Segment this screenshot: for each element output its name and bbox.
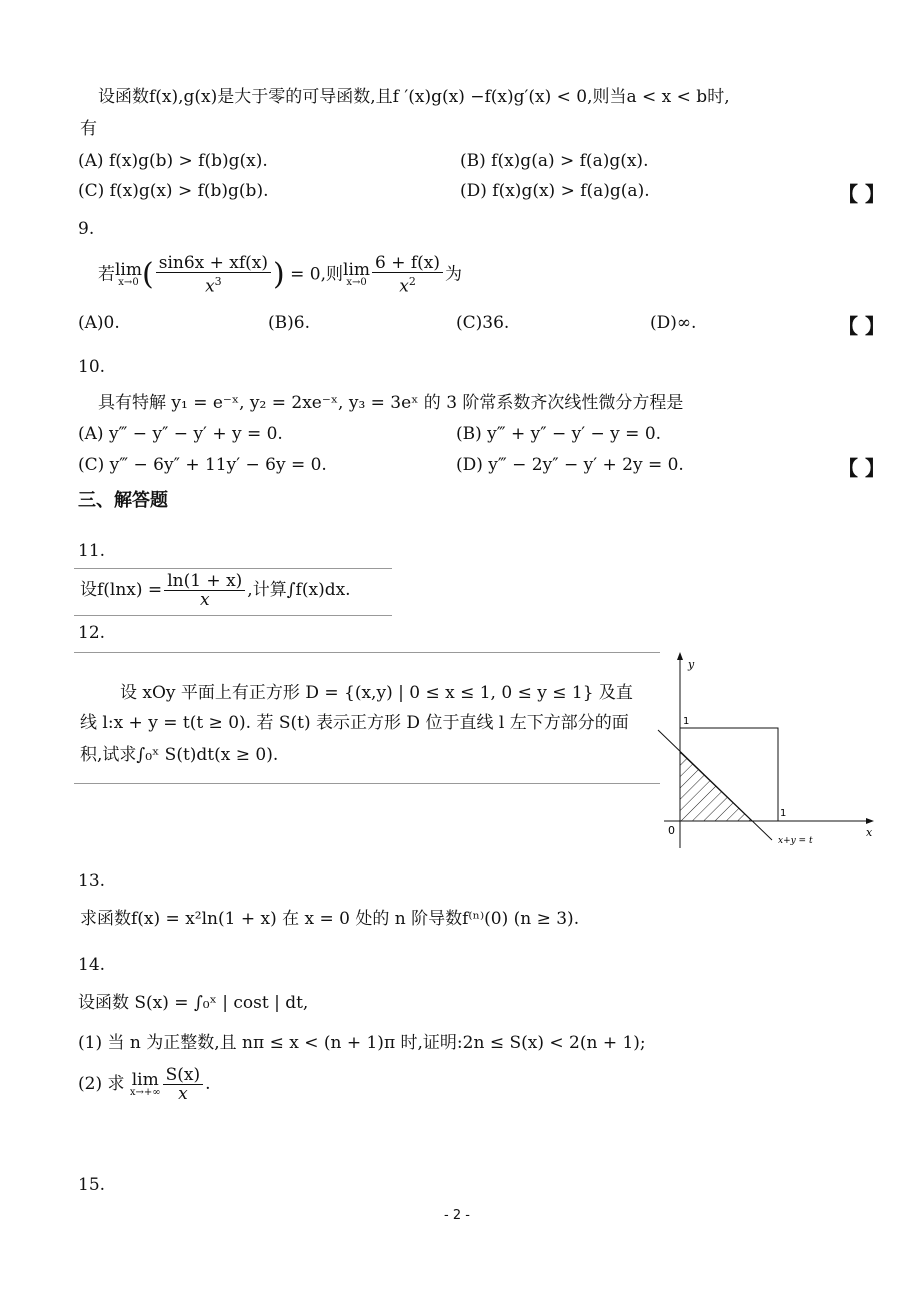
q12-line3: 积,试求∫₀ˣ S(t)dt(x ≥ 0).	[80, 745, 279, 765]
x-axis-arrow-icon	[866, 818, 874, 824]
y-axis-arrow-icon	[677, 652, 683, 660]
q11-fraction-den: x	[199, 590, 210, 610]
q9-f1-den-exp: 3	[214, 275, 222, 288]
q12-figure	[650, 648, 890, 858]
q11-post: ,计算∫f(x)dx.	[247, 580, 351, 600]
q8-option-a: (A) f(x)g(b) > f(b)g(x).	[78, 151, 268, 171]
q14-p2-pre: (2) 求	[78, 1074, 125, 1094]
q9-paren-open: (	[142, 256, 154, 292]
fig-one-y-label: 1	[683, 716, 690, 727]
q9-eq: = 0,则	[284, 264, 344, 285]
fig-y-label: y	[688, 658, 695, 671]
page-number: - 2 -	[444, 1208, 470, 1223]
q9-stem	[98, 254, 462, 296]
q9-f2-den-base: x	[399, 276, 409, 297]
q9-option-c: (C)36.	[456, 313, 510, 333]
q13-text: 求函数f(x) = x²ln(1 + x) 在 x = 0 处的 n 阶导数f⁽ⁿ⁾(0) (n ≥ 3).	[80, 909, 580, 929]
q12-line1: 设 xOy 平面上有正方形 D = {(x,y) | 0 ≤ x ≤ 1, 0 ≤ y ≤ 1} 及直	[120, 683, 633, 703]
q12-line2: 线 l:x + y = t(t ≥ 0). 若 S(t) 表示正方形 D 位于直线 l 左下方部分的面	[80, 713, 629, 733]
q10-stem: 具有特解 y₁ = e⁻ˣ, y₂ = 2xe⁻ˣ, y₃ = 3eˣ 的 3 阶常系数齐次线性微分方程是	[98, 393, 684, 413]
fig-line-label: x+y = t	[778, 836, 813, 846]
q8-option-b: (B) f(x)g(a) > f(a)g(x).	[460, 151, 649, 171]
q10-option-b: (B) y‴ + y″ − y′ − y = 0.	[456, 424, 662, 444]
q14-fraction	[163, 1066, 204, 1103]
line-l	[658, 730, 772, 840]
q9-option-d: (D)∞.	[650, 313, 697, 333]
q14-definition: 设函数 S(x) = ∫₀ˣ | cost | dt,	[78, 993, 309, 1013]
q9-lim1	[115, 259, 142, 288]
q8-stem-line2: 有	[80, 119, 97, 139]
q12-number: 12.	[78, 623, 106, 643]
q11-number: 11.	[78, 541, 106, 561]
q14-part2	[78, 1064, 211, 1104]
q9-lim2-sub: x→0	[346, 276, 367, 288]
q14-lim-text: lim	[131, 1069, 159, 1090]
q14-part1: (1) 当 n 为正整数,且 nπ ≤ x < (n + 1)π 时,证明:2n ≤ S(x) < 2(n + 1);	[78, 1033, 646, 1053]
q10-option-c: (C) y‴ − 6y″ + 11y′ − 6y = 0.	[78, 455, 327, 475]
q10-option-d: (D) y‴ − 2y″ − y′ + 2y = 0.	[456, 455, 684, 475]
q9-f2-den-exp: 2	[408, 275, 416, 288]
q13-number: 13.	[78, 871, 106, 891]
q9-lim2	[343, 259, 371, 288]
q9-fraction2-num: 6 + f(x)	[372, 254, 443, 273]
q9-lim1-text: lim	[115, 259, 142, 280]
q9-fraction2-den	[396, 273, 419, 296]
fig-one-x-label: 1	[780, 808, 787, 819]
q8-option-c: (C) f(x)g(x) > f(b)g(b).	[78, 181, 269, 201]
q9-ruo: 若	[98, 264, 115, 285]
q9-number: 9.	[78, 219, 95, 239]
q14-lim	[129, 1069, 161, 1098]
q9-option-b: (B)6.	[268, 313, 310, 333]
q10-answer-bracket: 【 】	[838, 456, 885, 480]
q9-fraction1-den	[202, 273, 225, 296]
q11-fraction-num: ln(1 + x)	[164, 572, 245, 591]
q9-answer-bracket: 【 】	[838, 314, 885, 338]
q9-fraction1	[156, 254, 271, 296]
q14-fraction-den: x	[178, 1084, 188, 1104]
q9-lim1-sub: x→0	[118, 276, 139, 288]
q11-fraction	[164, 572, 245, 609]
q9-f1-den-base: x	[205, 276, 215, 297]
q11-pre: 设f(lnx) =	[80, 580, 163, 600]
q15-number: 15.	[78, 1175, 106, 1195]
q8-stem-line1: 设函数f(x),g(x)是大于零的可导函数,且f ′(x)g(x) −f(x)g′(x) < 0,则当a < x < b时,	[98, 87, 730, 107]
q9-wei: 为	[445, 264, 463, 285]
q9-paren-close: )	[273, 256, 285, 292]
fig-origin-label: 0	[668, 824, 675, 837]
q9-fraction2	[372, 254, 443, 296]
q14-fraction-num: S(x)	[163, 1066, 204, 1085]
q9-fraction1-num: sin6x + xf(x)	[156, 254, 271, 273]
q10-number: 10.	[78, 357, 106, 377]
q14-number: 14.	[78, 955, 106, 975]
q14-lim-sub: x→+∞	[129, 1086, 161, 1098]
q9-lim2-text: lim	[343, 259, 371, 280]
q14-p2-post: .	[205, 1074, 211, 1094]
q8-answer-bracket: 【 】	[838, 182, 885, 206]
fig-x-label: x	[866, 826, 873, 839]
q10-option-a: (A) y‴ − y″ − y′ + y = 0.	[78, 424, 283, 444]
q11-stem	[80, 570, 351, 610]
q8-option-d: (D) f(x)g(x) > f(a)g(a).	[460, 181, 650, 201]
q9-option-a: (A)0.	[78, 313, 120, 333]
section-heading: 三、解答题	[78, 490, 168, 511]
